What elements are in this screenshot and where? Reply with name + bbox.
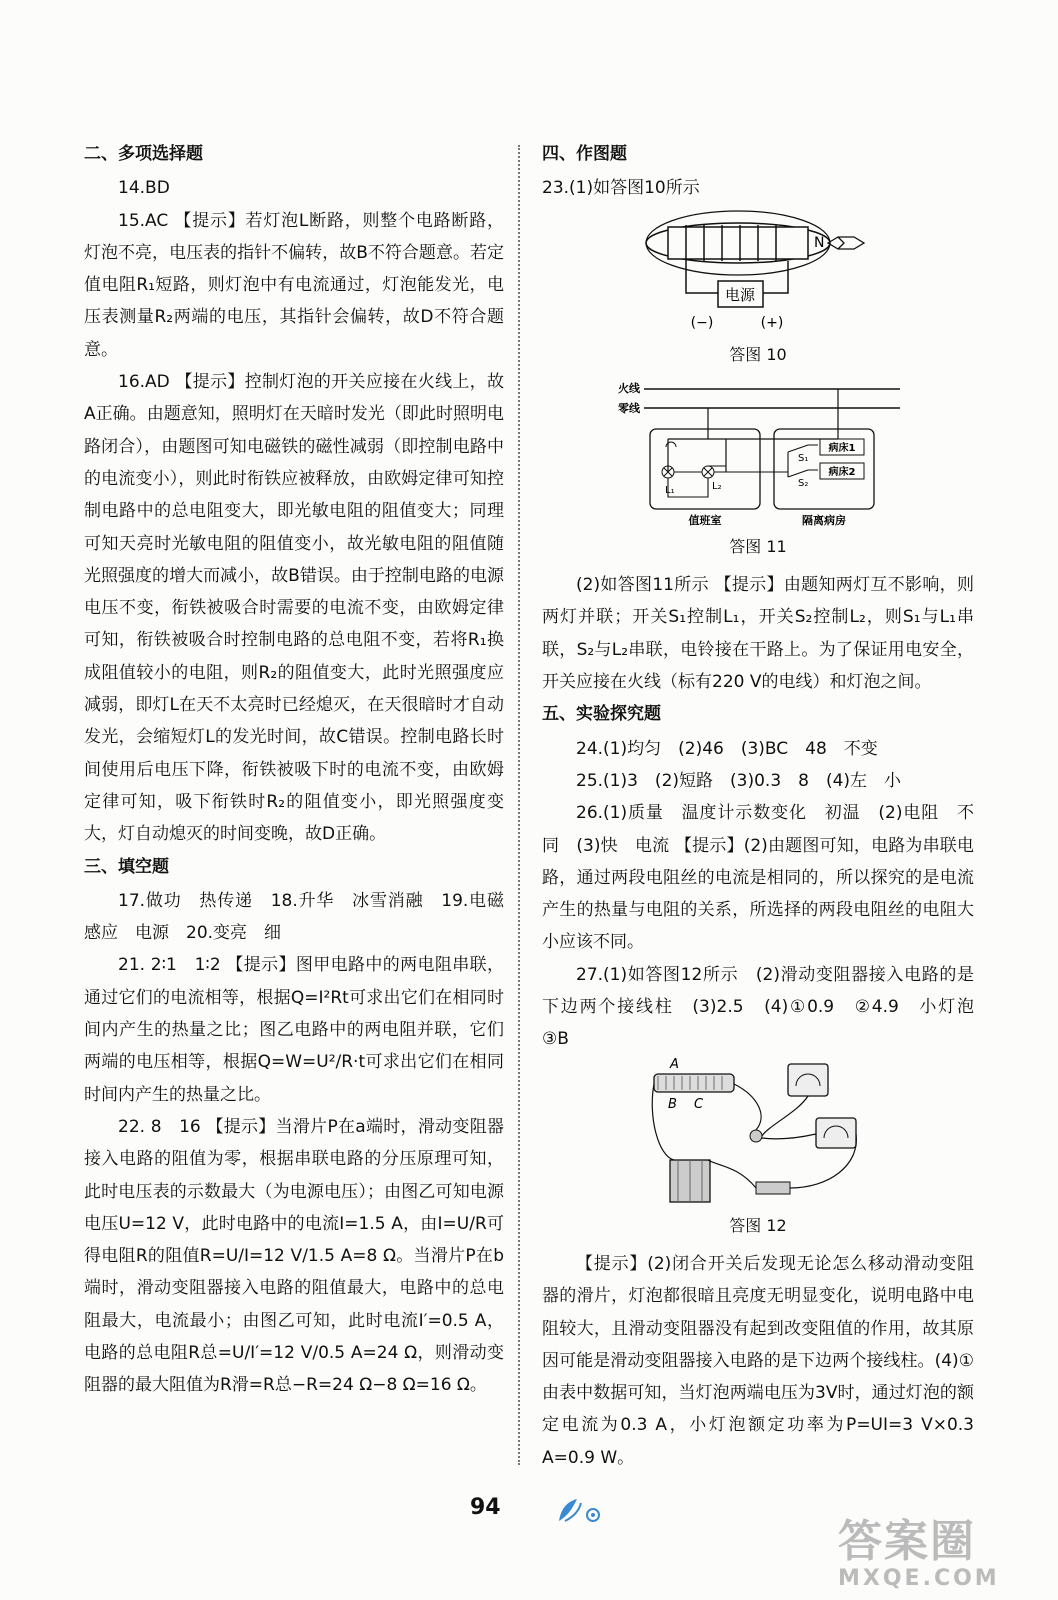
answer-26: 26.(1)质量 温度计示数变化 初温 (2)电阻 不同 (3)快 电流 【提示】(2)由题图可知，电路为串联电路，通过两段电阻丝的电流是相同的，所以探究的是电流产生的热量与电阻的关系，所选择的两段电阻丝的电阻大小应该不同。 — [542, 803, 974, 953]
answer-16: 16.AD 【提示】控制灯泡的开关应接在火线上，故A正确。由题意知，照明灯在天暗时发光（即此时照明电路闭合），由题图可知电磁铁的磁性减弱（即控制电路中的电流变小），则此时衔铁应被释放，由欧姆定律可知控制电路中的总电阻变大，即光敏电阻的阻值变大；同理可知天亮时光敏电阻的阻值变小，故光敏电阻的阻值随光照强度的增大而减小，故B错误。由于控制电路的电源电压不变，衔铁被吸合时需要的电流不变，由欧姆定律可知，衔铁被吸合时控制电路的总电阻不变，若将R₁换成阻值较小的电阻，则R₂的阻值变大，此时光照强度应减弱，即灯L在天不太亮时已经熄灭，在天很暗时才自动发光，会缩短灯L的发光时间，故C错误。控制电路长时间使用后电压下降，衔铁被吸下时的电流不变，由欧姆定律可知，吸下衔铁时R₂的阻值变小，即光照强度变大，灯自动熄灭的时间变晚，故D正确。 — [84, 372, 504, 845]
switch — [756, 1182, 790, 1194]
tip-27: 【提示】(2)闭合开关后发现无论怎么移动滑动变阻器的滑片，灯泡都很暗且亮度无明显变化，说明电路中电阻较大，且滑动变阻器没有起到改变阻值的作用，故其原因可能是滑动变阻器接入电路的是下边两个接线柱。(4)①由表中数据可知，当灯泡两端电压为3V时，通过灯泡的额定电流为0.3 A，小灯泡额定功率为P=UI=3 V×0.3 A=0.9 W。 — [542, 1253, 974, 1468]
answer-21: 21. 2∶1 1∶2 【提示】图甲电路中的两电阻串联，通过它们的电流相等，根据Q=I²Rt可求出它们在相同时间内产生的热量之比；图乙电路中的两电阻并联，它们两端的电压相等，根据Q=W=U²/R·t可求出它们在相同时间内产生的热量之比。 — [84, 955, 504, 1105]
section-heading-experiment: 五、实验探究题 — [542, 704, 661, 725]
page-number: 94 — [470, 1495, 501, 1520]
positive-terminal: (+) — [760, 314, 784, 331]
right-column — [542, 138, 991, 1474]
figure-10-caption: 答图 10 — [729, 344, 787, 364]
figure-11 — [542, 377, 974, 563]
answer-27: 27.(1)如答图12所示 (2)滑动变阻器接入电路的是下边两个接线柱 (3)2.5 (4)①0.9 ②4.9 小灯泡 ③B — [542, 964, 991, 1050]
lamp-power-experiment-diagram — [648, 1056, 868, 1206]
figure-11-caption: 答图 11 — [729, 536, 787, 556]
neutral-wire-label: 零线 — [618, 401, 640, 415]
figure-10 — [542, 205, 974, 371]
watermark-text: 答案圈 — [838, 1516, 976, 1567]
section-heading-multiple-choice: 二、多项选择题 — [84, 144, 203, 164]
bed-1-label: 病床1 — [828, 442, 856, 454]
answer-17-20: 17.做功 热传递 18.升华 冰雪消融 19.电磁感应 电源 20.变亮 细 — [84, 890, 504, 944]
negative-terminal: (−) — [690, 314, 714, 331]
terminal-a-label: A — [670, 1056, 679, 1072]
ward-circuit-diagram — [608, 377, 908, 527]
watermark-url: MXQE.COM — [838, 1566, 1000, 1591]
lamp-l2-label: L₂ — [712, 480, 722, 492]
lamp-l1-label: L₁ — [665, 484, 675, 496]
answer-25: 25.(1)3 (2)短路 (3)0.3 8 (4)左 小 — [576, 770, 902, 791]
north-pole-label: N — [814, 234, 825, 251]
answer-15: 15.AC 【提示】若灯泡L断路，则整个电路断路，灯泡不亮，电压表的指针不偏转，故B不符合题意。若定值电阻R₁短路，则灯泡中有电流通过，灯泡能发光，电压表测量R₂两端的电压，其指针会偏转，故D不符合题意。 — [84, 210, 504, 360]
bulb — [750, 1130, 762, 1142]
solenoid-diagram — [638, 205, 878, 335]
answer-23-1: 23.(1)如答图10所示 — [542, 178, 700, 199]
duty-room-label: 值班室 — [688, 513, 722, 527]
figure-12 — [542, 1056, 974, 1242]
isolation-ward-label: 隔离病房 — [802, 513, 846, 527]
compass-needle-icon — [828, 237, 864, 249]
column-divider — [518, 145, 520, 1465]
switch-s1-label: S₁ — [798, 452, 809, 464]
answer-23-2: (2)如答图11所示 【提示】由题知两灯互不影响，则两灯并联；开关S₁控制L₁，开关S₂控制L₂，则S₁与L₁串联，S₂与L₂串联，电铃接在干路上。为了保证用电安全，开关应接在火线（标有220 V的电线）和灯泡之间。 — [542, 575, 974, 693]
terminal-c-label: C — [694, 1096, 704, 1112]
leaf-swirl-logo-icon — [555, 1495, 605, 1525]
section-heading-fill-in: 三、填空题 — [84, 856, 169, 877]
answer-14: 14.BD — [118, 178, 170, 199]
terminal-b-label: B — [668, 1096, 677, 1112]
switch-s2-label: S₂ — [798, 477, 809, 489]
live-wire-label: 火线 — [618, 381, 640, 395]
answer-22: 22. 8 16 【提示】当滑片P在a端时，滑动变阻器接入电路的阻值为零，根据串联电路的分压原理可知，此时电压表的示数最大（为电源电压）；由图乙可知电源电压U=12 V，此时电路中的电流I=1.5 A，由I=U/R可得电阻R的阻值R=U/I=12 V/1.5 A=8 Ω。当滑片P在b端时，滑动变阻器接入电路的阻值最大，电路中的总电阻最大，电流最小；由图乙可知，此时电流I′=0.5 A，电路的总电阻R总=U/I′=12 V/0.5 A=24 Ω，则滑动变阻器的最大阻值为R滑=R总−R=24 Ω−8 Ω=16 Ω。 — [84, 1116, 504, 1396]
bed-2-label: 病床2 — [828, 466, 856, 478]
answer-24: 24.(1)均匀 (2)46 (3)BC 48 不变 — [576, 738, 878, 759]
ammeter — [816, 1118, 856, 1148]
section-heading-drawing: 四、作图题 — [542, 144, 627, 164]
figure-12-caption: 答图 12 — [729, 1215, 787, 1235]
left-column — [84, 138, 504, 1402]
watermark — [838, 1518, 1000, 1591]
power-label: 电源 — [724, 285, 756, 304]
voltmeter — [788, 1064, 828, 1096]
